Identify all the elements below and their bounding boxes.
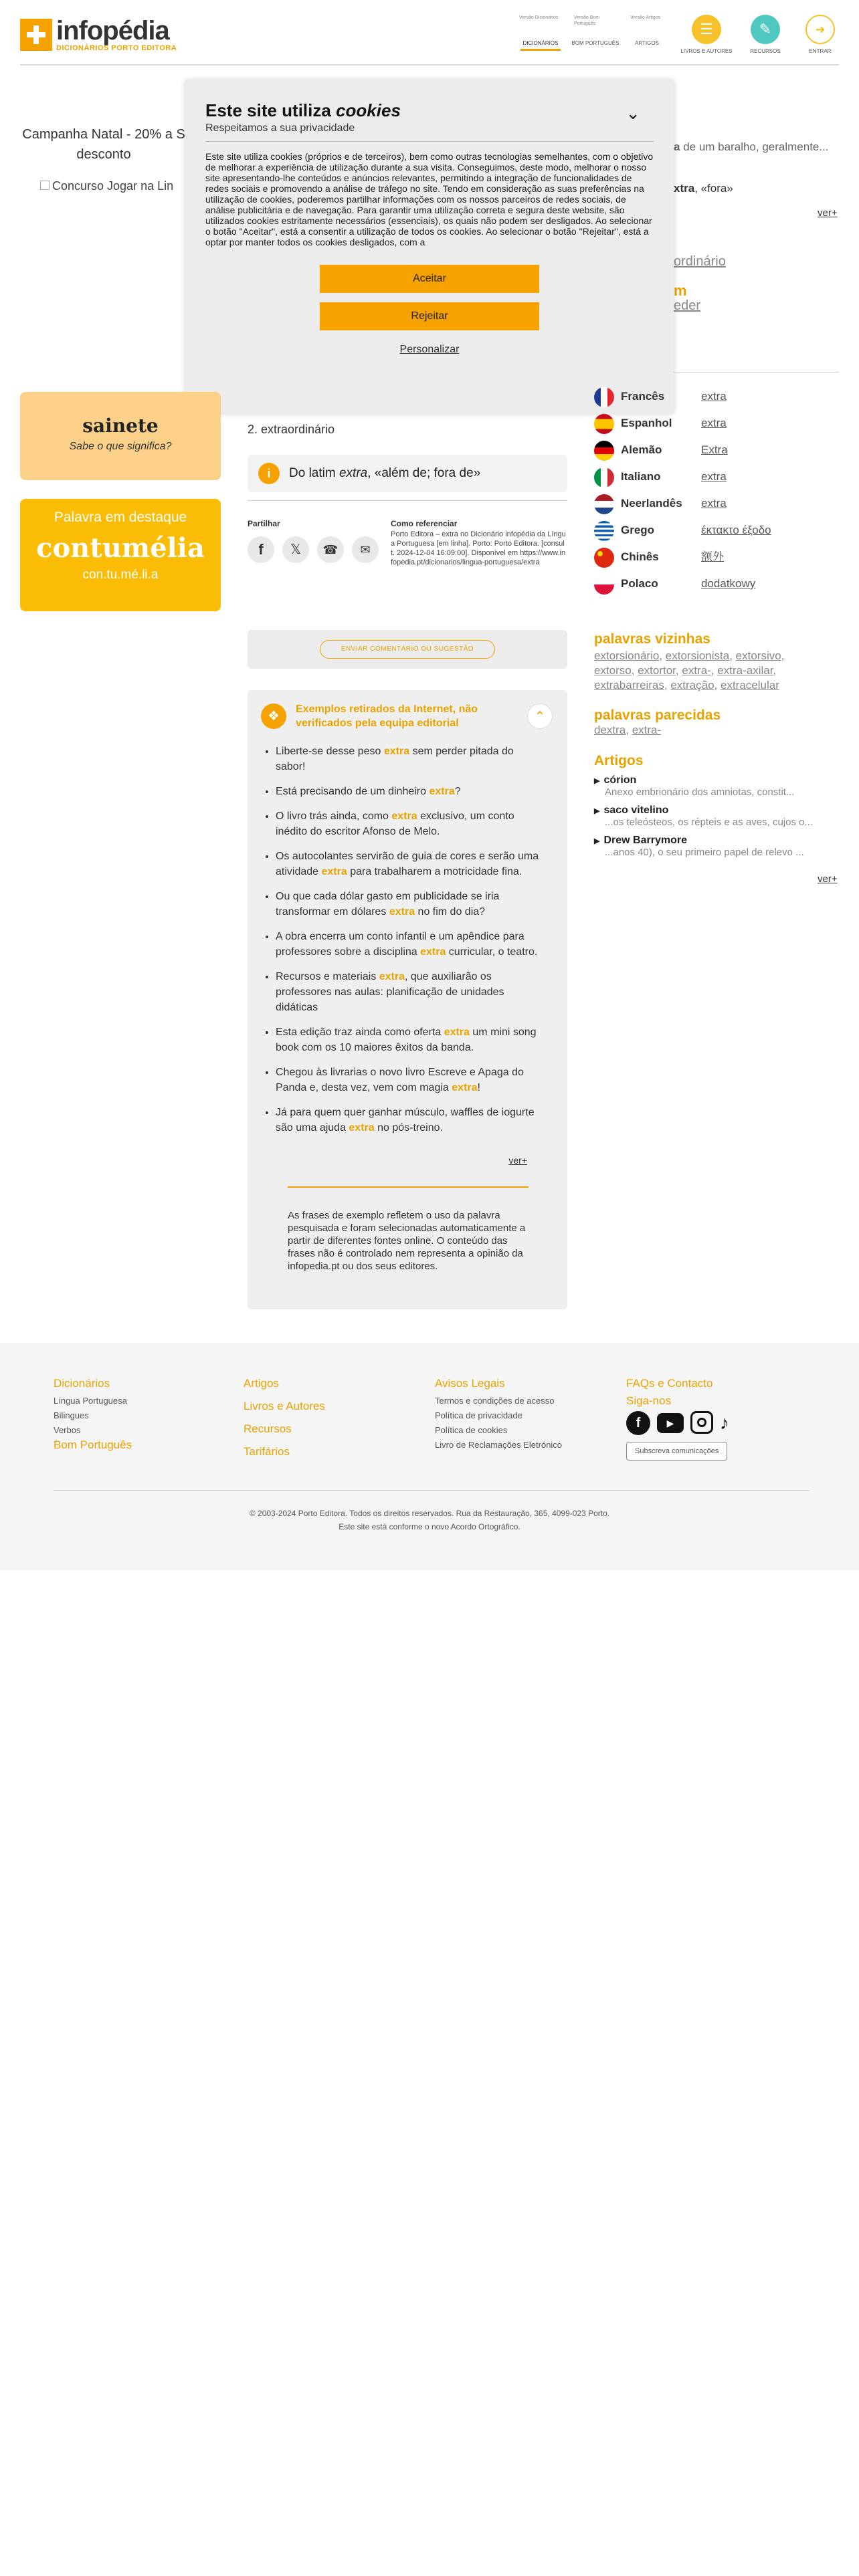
language-name: Italiano	[621, 470, 661, 483]
example-text: Ou que cada dólar gasto em publicidade se iria transformar em dólares	[276, 891, 500, 918]
articles-list	[594, 774, 835, 865]
translation-row-pl	[594, 574, 848, 594]
related-word[interactable]: ordinário	[674, 254, 726, 269]
footer-link[interactable]: Bilingues	[54, 1410, 89, 1420]
footer-link[interactable]: Livros e Autores	[244, 1400, 325, 1412]
word-link[interactable]: dextra	[594, 724, 626, 736]
translation-link[interactable]: 额外	[701, 550, 724, 563]
divider	[54, 1490, 809, 1491]
footer-link[interactable]: Língua Portuguesa	[54, 1396, 127, 1406]
follow-us-title: Siga-nos	[626, 1394, 672, 1407]
translation-row-de	[594, 440, 848, 460]
word-link[interactable]: extra-	[632, 724, 662, 736]
section-heading-partial: m	[674, 282, 687, 299]
share-label: Partilhar	[248, 519, 280, 528]
article-title: saco vitelino	[603, 804, 669, 816]
game-question: Sabe o que significa?	[69, 441, 172, 452]
divider	[248, 500, 567, 501]
game-word: sainete	[82, 415, 159, 437]
article-snippet: ...anos 40), o seu primeiro papel de relevo ...	[605, 847, 804, 858]
nav-books-authors[interactable]	[680, 15, 733, 54]
example-text: O livro trás ainda, como	[276, 811, 392, 822]
etym-prefix: Do latim	[289, 466, 339, 480]
dictionary-icon: Versão Dicionários	[519, 15, 559, 20]
etymology-snippet	[674, 182, 733, 195]
examples-disclaimer: As frases de exemplo refletem o uso da palavra pesquisada e foram selecionadas automaticamente a partir de diferentes fontes online. O conteúdo das frases não é controlado nem representa a opinião da infopedia.pt ou dos seus editores.	[288, 1210, 526, 1272]
bom-portugues-icon: Versão Bom Português	[574, 15, 600, 26]
email-icon[interactable]: ✉	[352, 536, 379, 563]
example-sentence	[276, 969, 543, 1015]
translation-row-fr	[594, 387, 848, 407]
flag-cn-icon	[594, 548, 614, 568]
example-text: no pós-treino.	[374, 1122, 443, 1134]
footer-link[interactable]: Artigos	[244, 1377, 279, 1390]
word-link[interactable]: extorsionista	[665, 649, 730, 662]
translation-link[interactable]: Extra	[701, 443, 728, 456]
example-text: exclusivo, um conto inédito do escritor Afonso de Melo.	[276, 811, 514, 837]
flag-nl-icon	[594, 494, 614, 514]
divider	[205, 141, 654, 142]
example-text: Os autocolantes servirão de guia de cores e serão uma atividade	[276, 851, 539, 877]
example-highlight: extra	[349, 1122, 375, 1134]
more-articles-link[interactable]: ver+	[818, 873, 838, 885]
word-link[interactable]: extra-	[682, 664, 711, 677]
example-highlight: extra	[420, 946, 446, 958]
article-item[interactable]	[594, 835, 835, 858]
example-text: !	[477, 1082, 480, 1093]
header-divider	[20, 64, 839, 66]
word-link[interactable]: extra-axilar	[717, 664, 773, 677]
orthography-note: Este site está conforme o novo Acordo Ortográfico.	[339, 1522, 520, 1531]
comment-box	[248, 630, 567, 669]
example-text: sem perder pitada do sabor!	[276, 746, 514, 772]
word-link[interactable]: extorsivo	[735, 649, 781, 662]
footer-col-sections	[244, 1376, 325, 1462]
example-sentence	[276, 849, 543, 879]
promo-title[interactable]: Campanha Natal - 20% a S desconto	[22, 127, 185, 162]
cookie-title-prefix: Este site utiliza	[205, 100, 337, 120]
books-icon: ☰	[692, 15, 721, 44]
featured-word-card[interactable]	[20, 499, 221, 611]
nav-label: BOM PORTUGUÊS	[571, 40, 619, 46]
cookie-consent-dialog	[185, 80, 674, 413]
resources-icon: ✎	[751, 15, 780, 44]
translation-link[interactable]: extra	[701, 497, 727, 510]
send-comment-button[interactable]: ENVIAR COMENTÁRIO OU SUGESTÃO	[320, 640, 495, 659]
word-link[interactable]: extracelular	[720, 679, 779, 691]
chevron-down-icon[interactable]: ⌄	[626, 103, 640, 123]
example-text: , que auxiliarão os professores nas aulas: planificação de unidades didáticas	[276, 971, 504, 1013]
etymology-box	[248, 455, 567, 492]
article-item[interactable]	[594, 774, 835, 798]
language-name: Chinês	[621, 550, 659, 563]
footer-link[interactable]: Termos e condições de acesso	[435, 1396, 555, 1406]
cookie-body: Este site utiliza cookies (próprios e de terceiros), bem como outras tecnologias semelhantes, com o objetivo de melhorar a experiência de utilização durante a sua visita. Conseguimos, deste modo, melhorar o nosso site apresentando-lhe conteúdos e anúncios relevantes, permitindo a integração de funcionalidades de redes sociais e promovendo a análise de tráfego no site. Tendo em consideração as suas preferências na utilização de cookies, poderemos partilhar informações com os nossos parceiros de redes sociais, de análise publicitária e de navegação. Para garantir uma utilização correta e segura deste website, são utilizados cookies estritamente necessários (essenciais), os quais não podem ser desligados. Ao selecionar o botão "Aceitar", está a consentir a utilização de todos os cookies. Ao selecionar o botão "Rejeitar", está a optar por manter todos os cookies desligados, com a	[205, 151, 654, 247]
examples-panel	[248, 690, 567, 1309]
example-sentence	[276, 1025, 543, 1055]
example-highlight: extra	[444, 1027, 470, 1038]
example-highlight: extra	[391, 811, 417, 822]
subscribe-button[interactable]: Subscreva comunicações	[626, 1442, 727, 1461]
flag-es-icon	[594, 414, 614, 434]
facebook-icon[interactable]: f	[248, 536, 274, 563]
snippet-bold: a	[674, 140, 680, 153]
definition-snippet	[674, 140, 841, 154]
example-sentence	[276, 929, 543, 960]
examples-title: Exemplos retirados da Internet, não verificados pela equipa editorial	[296, 704, 478, 729]
nav-resources[interactable]	[739, 15, 792, 54]
example-text: um mini song book com os 10 maiores êxitos da banda.	[276, 1027, 537, 1053]
divider	[288, 1186, 529, 1188]
logo-name: infopédia	[56, 16, 169, 45]
cite-label: Como referenciar	[391, 519, 458, 528]
examples-list	[276, 744, 543, 1145]
translation-row-it	[594, 467, 848, 487]
copyright: © 2003-2024 Porto Editora. Todos os direitos reservados. Rua da Restauração, 365, 4099-023 Porto.	[249, 1509, 610, 1518]
cookie-subtitle: Respeitamos a sua privacidade	[205, 122, 355, 134]
word-game-card[interactable]	[20, 392, 221, 480]
promo-image[interactable]	[40, 179, 173, 193]
snippet-rest: de um baralho, geralmente...	[680, 140, 829, 153]
similar-title: palavras parecidas	[594, 708, 721, 723]
language-name: Polaco	[621, 577, 658, 590]
chevron-up-icon[interactable]: ⌃	[527, 704, 553, 729]
example-highlight: extra	[321, 866, 347, 877]
example-sentence	[276, 809, 543, 839]
more-examples-link[interactable]: ver+	[508, 1155, 527, 1166]
cite-text: Porto Editora – extra no Dicionário infopédia da Língua Portuguesa [em linha]. Porto: Porto Editora. [consult. 2024-12-04 16:09:00]. Disponível em https://www.infopedia.pt/dicionarios/lingua-portuguesa/extra	[391, 530, 566, 566]
snippet-rest: , «fora»	[694, 182, 733, 195]
featured-label: Palavra em destaque	[54, 510, 187, 525]
logo-cross-icon	[20, 19, 52, 51]
nav-label: RECURSOS	[750, 48, 781, 54]
active-indicator	[520, 49, 561, 51]
translation-row-nl	[594, 494, 848, 514]
triangle-right-icon: ▶	[594, 777, 600, 785]
featured-word: contumélia	[36, 532, 205, 564]
quote-icon: ❖	[261, 704, 286, 729]
cookie-title	[205, 100, 654, 121]
triangle-right-icon: ▶	[594, 837, 600, 845]
word-link[interactable]: extorso	[594, 664, 632, 677]
footer-link[interactable]: Livro de Reclamações Eletrónico	[435, 1440, 563, 1450]
example-sentence	[276, 744, 543, 774]
article-snippet: ...os teleósteos, os répteis e as aves, cujos o...	[605, 817, 813, 828]
example-sentence	[276, 889, 543, 920]
etymology-text	[289, 466, 480, 481]
neighbors-title: palavras vizinhas	[594, 631, 710, 647]
example-highlight: extra	[389, 906, 415, 918]
more-link[interactable]: ver+	[818, 207, 838, 219]
footer-col-legal	[435, 1376, 562, 1453]
footer-col-dictionaries	[54, 1376, 132, 1455]
language-name: Neerlandês	[621, 497, 682, 510]
site-footer	[0, 1343, 859, 1570]
language-name: Espanhol	[621, 417, 672, 429]
whatsapp-icon[interactable]: ☎	[317, 536, 344, 563]
reject-button[interactable]: Rejeitar	[320, 302, 539, 330]
translation-link[interactable]: dodatkowy	[701, 577, 756, 590]
word-link[interactable]: extorsionário	[594, 649, 660, 662]
etym-rest: , «além de; fora de»	[367, 466, 481, 480]
footer-link-dictionaries[interactable]: Dicionários	[54, 1377, 110, 1390]
flag-it-icon	[594, 467, 614, 488]
example-text: Está precisando de um dinheiro	[276, 786, 430, 797]
example-text: para trabalharem a motricidade fina.	[347, 866, 522, 877]
related-word[interactable]: eder	[674, 298, 701, 313]
article-title: córion	[603, 774, 637, 786]
snippet-bold: xtra	[674, 182, 695, 195]
nav-label: DICIONÁRIOS	[522, 40, 559, 46]
promo-image-alt: Concurso Jogar na Lin	[52, 179, 174, 193]
example-highlight: extra	[379, 971, 405, 982]
article-item[interactable]	[594, 804, 835, 828]
example-highlight: extra	[429, 786, 455, 797]
customize-link[interactable]: Personalizar	[399, 344, 460, 355]
example-sentence	[276, 1105, 543, 1136]
articles-title: Artigos	[594, 753, 644, 768]
example-highlight: extra	[452, 1082, 478, 1093]
triangle-right-icon: ▶	[594, 807, 600, 815]
articles-icon: Versão Artigos	[630, 15, 661, 20]
translation-row-es	[594, 413, 848, 433]
article-snippet: Anexo embrionário dos amniotas, constit...	[605, 786, 795, 798]
tiktok-icon[interactable]: ♪	[720, 1412, 729, 1433]
example-text: Chegou às livrarias o novo livro Escreve e Apaga do Panda e, desta vez, vem com magia	[276, 1067, 524, 1093]
example-sentence	[276, 784, 543, 799]
broken-image-icon	[40, 181, 50, 190]
example-text: Esta edição traz ainda como oferta	[276, 1027, 444, 1038]
footer-col-contact	[626, 1376, 740, 1461]
nav-dictionaries[interactable]	[514, 15, 567, 51]
nav-label: ENTRAR	[809, 48, 832, 54]
flag-pl-icon	[594, 574, 614, 595]
language-name: Alemão	[621, 443, 662, 456]
flag-fr-icon	[594, 387, 614, 407]
nav-label: ARTIGOS	[635, 40, 659, 46]
youtube-icon[interactable]: ▶	[657, 1413, 684, 1433]
language-name: Grego	[621, 524, 655, 536]
flag-gr-icon	[594, 521, 614, 541]
translation-row-gr	[594, 520, 848, 540]
footer-link[interactable]: Tarifários	[244, 1445, 290, 1458]
footer-link[interactable]: Política de cookies	[435, 1425, 508, 1435]
example-text: Recursos e materiais	[276, 971, 379, 982]
footer-link[interactable]: Recursos	[244, 1422, 292, 1435]
translation-link[interactable]: extra	[701, 417, 727, 429]
footer-link[interactable]: Política de privacidade	[435, 1410, 522, 1420]
cookie-title-em: cookies	[336, 100, 401, 120]
share-buttons	[248, 536, 379, 563]
info-icon: i	[258, 463, 280, 484]
translation-link[interactable]: extra	[701, 390, 727, 403]
footer-link-faq[interactable]: FAQs e Contacto	[626, 1377, 713, 1390]
accept-button[interactable]: Aceitar	[320, 265, 539, 293]
similar-list: dextra, extra-	[594, 724, 662, 736]
logo-subtitle: DICIONÁRIOS PORTO EDITORA	[56, 44, 177, 52]
example-text: Já para quem quer ganhar músculo, waffles de iogurte são uma ajuda	[276, 1107, 535, 1134]
facebook-icon[interactable]: f	[626, 1411, 650, 1435]
article-title: Drew Barrymore	[603, 835, 687, 846]
example-text: ?	[454, 786, 461, 797]
instagram-icon[interactable]	[690, 1411, 713, 1434]
word-link[interactable]: extortor	[638, 664, 676, 677]
example-sentence	[276, 1065, 543, 1095]
language-name: Francês	[621, 390, 665, 403]
x-twitter-icon[interactable]: 𝕏	[282, 536, 309, 563]
word-link[interactable]: extração	[670, 679, 714, 691]
login-icon: ➜	[805, 15, 835, 44]
translation-link[interactable]: έκτακτο έξοδο	[701, 524, 771, 536]
nav-login[interactable]	[793, 15, 847, 54]
footer-legal-title[interactable]: Avisos Legais	[435, 1377, 505, 1390]
sense-2: 2. extraordinário	[248, 423, 335, 436]
example-text: curricular, o teatro.	[446, 946, 538, 958]
neighbors-list: extorsionário, extorsionista, extorsivo, extorso, extortor, extra-, extra-axilar, extrabarreiras, extração, extracelular	[594, 649, 785, 691]
word-link[interactable]: extrabarreiras	[594, 679, 664, 691]
example-text: no fim do dia?	[415, 906, 486, 918]
flag-de-icon	[594, 441, 614, 461]
example-highlight: extra	[383, 746, 410, 757]
etym-em: extra	[339, 466, 368, 480]
example-text: Liberte-se desse peso	[276, 746, 384, 757]
nav-bom-portugues[interactable]	[569, 15, 622, 46]
translation-link[interactable]: extra	[701, 470, 727, 483]
nav-articles[interactable]	[624, 15, 670, 46]
featured-syllables: con.tu.mé.li.a	[82, 568, 159, 582]
footer-link[interactable]: Verbos	[54, 1425, 81, 1435]
site-logo[interactable]	[20, 17, 177, 52]
nav-label: LIVROS E AUTORES	[680, 48, 733, 54]
social-icons	[626, 1411, 740, 1435]
example-text: A obra encerra um conto infantil e um apêndice para professores sobre a disciplina	[276, 931, 524, 958]
footer-link-bom-portugues[interactable]: Bom Português	[54, 1438, 132, 1451]
translation-row-cn	[594, 547, 848, 567]
